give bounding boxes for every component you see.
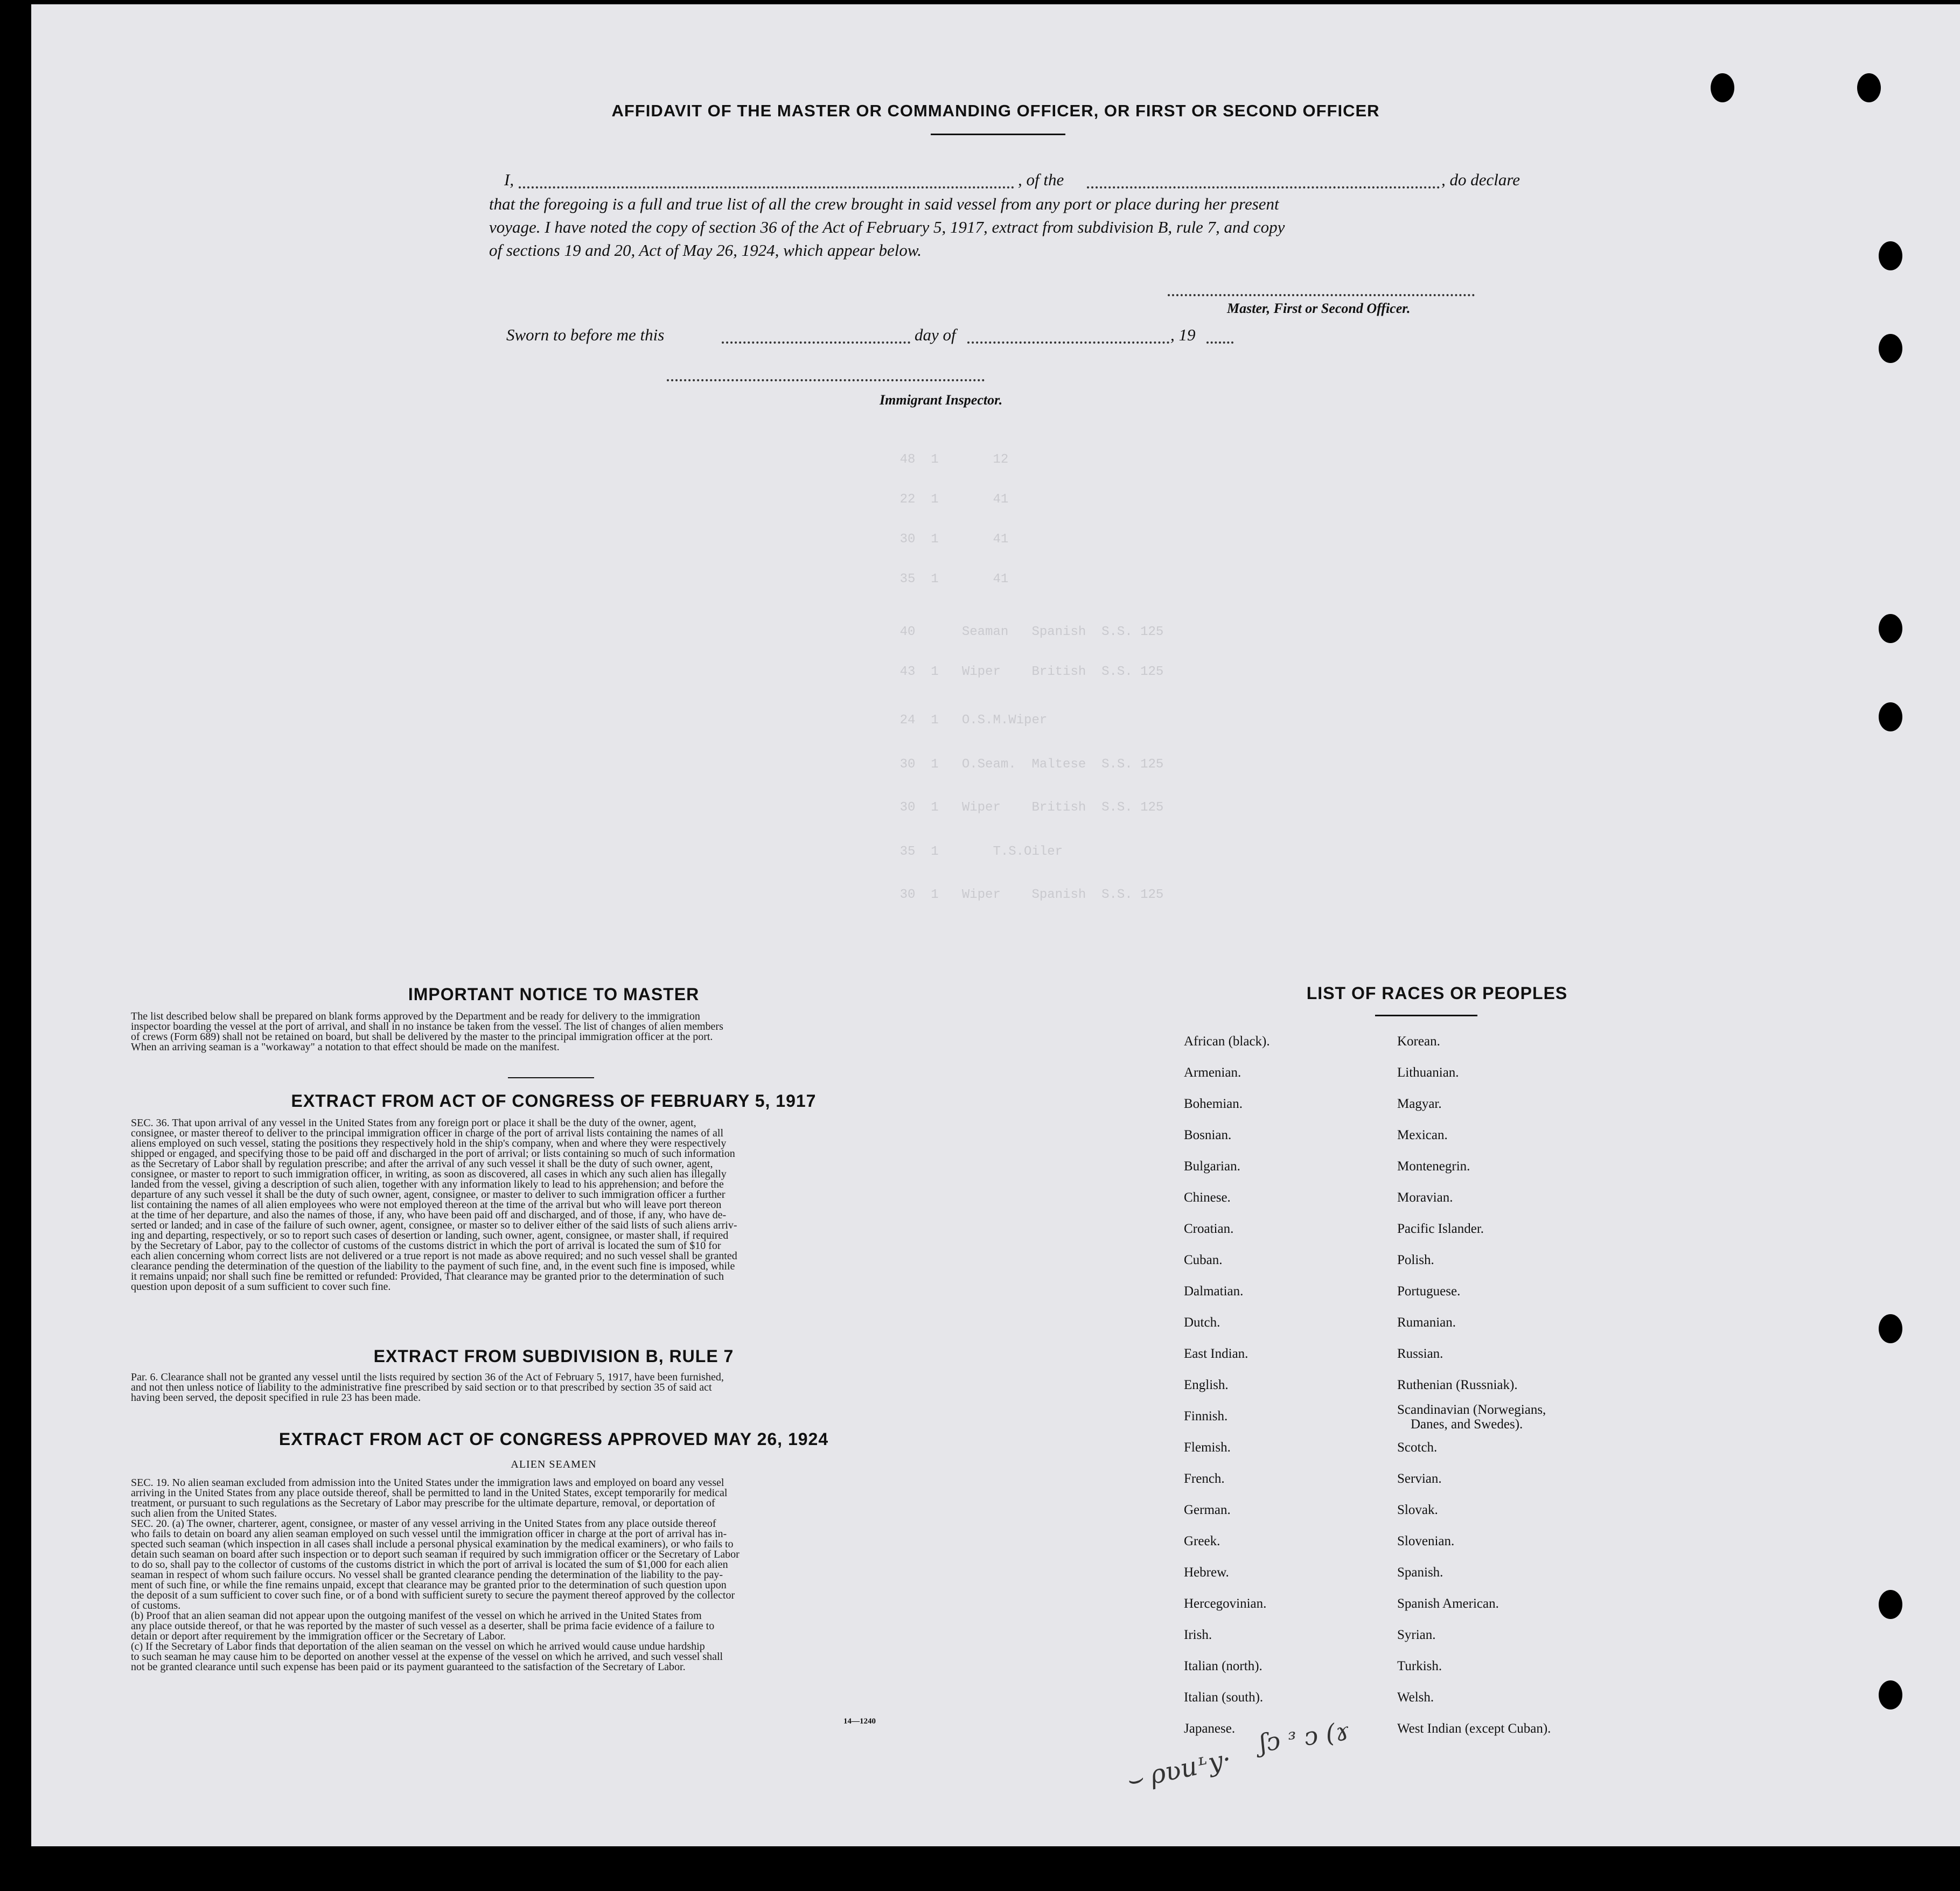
extract-1924-line: detain or deport after requirement by the immigration officer or the Secretary of Labor. (131, 1630, 506, 1642)
race-item: French. (1184, 1471, 1225, 1486)
race-item: West Indian (except Cuban). (1397, 1721, 1551, 1736)
binder-hole (1879, 1590, 1902, 1619)
of-the-label: , of the (1018, 170, 1064, 189)
day-of-label: day of (915, 325, 956, 344)
race-item: Hercegovinian. (1184, 1596, 1267, 1611)
race-item: Finnish. (1184, 1409, 1228, 1424)
handwritten-scribble: ⌣ ρʋuᶫy· (1122, 1743, 1234, 1796)
notice-line: inspector boarding the vessel at the port of arrival, and shall in no instance be taken from the vessel. The list of changes of alien members (131, 1021, 723, 1032)
form-number: 14—1240 (843, 1717, 876, 1726)
race-item: Italian (south). (1184, 1690, 1264, 1705)
extract-1917-line: as the Secretary of Labor shall by regulation prescribe; and after the arrival of any such vessel it shall be the duty of such owner, agent, (131, 1158, 713, 1170)
extract-rule7-line: and not then unless notice of liability to the administrative fine prescribed by said section or to that prescribed by section 35 of said act (131, 1381, 712, 1393)
affidavit-i-label: I, (504, 170, 514, 189)
inspector-caption: Immigrant Inspector. (880, 392, 1003, 408)
extract-1917-line: consignee, or master thereof to deliver to the principal immigration officer in charge of the port of arrival lists containing the names of all (131, 1127, 724, 1139)
extract-1924-line: treatment, or pursuant to such regulations as the Secretary of Labor may prescribe for the ultimate departure, removal, or deportation of (131, 1497, 715, 1509)
extract-rule7-line: having been served, the deposit specified in rule 23 has been made. (131, 1392, 421, 1404)
extract-1917-line: it remains unpaid; nor shall such fine be remitted or refunded: Provided, That clearance may be granted prior to the determination of such (131, 1271, 724, 1282)
extract-1917-line: aliens employed on such vessel, stating the positions they respectively hold in the ship's company, when and where they were respectively (131, 1138, 727, 1149)
extract-rule7-title: EXTRACT FROM SUBDIVISION B, RULE 7 (373, 1346, 734, 1366)
race-item: Ruthenian (Russniak). (1397, 1378, 1518, 1392)
race-item: Slovak. (1397, 1503, 1438, 1517)
extract-1924-line: detain such seaman on board after such inspection or to deport such seaman if required by such immigration officer or the Secretary of Labor (131, 1548, 740, 1560)
bleed-through-row: 48 1 12 (869, 452, 1009, 467)
sworn-year-blank[interactable] (1206, 341, 1233, 344)
races-title: LIST OF RACES OR PEOPLES (1306, 983, 1568, 1003)
race-item: Pacific Islander. (1397, 1222, 1484, 1236)
bleed-through-row: 30 1 41 (869, 532, 1009, 547)
extract-1917-line: departure of any such vessel it shall be the duty of such owner, agent, consignee, or master to deliver to such immigration officer a further (131, 1189, 726, 1201)
extract-rule7-line: Par. 6. Clearance shall not be granted any vessel until the lists required by section 36 of the Act of February 5, 1917, have been furnished, (131, 1371, 724, 1383)
handwritten-scribble: ʃↄ ᵌ ↄ (ɤ (1258, 1716, 1351, 1758)
extract-1924-line: of customs. (131, 1600, 181, 1611)
alien-seamen-subtitle: ALIEN SEAMEN (511, 1459, 597, 1470)
signature-caption: Master, First or Second Officer. (1227, 301, 1411, 316)
race-item: Mexican. (1397, 1128, 1448, 1142)
bleed-through-row: 35 1 41 (869, 572, 1009, 587)
extract-1917-line: consignee, or master to report to such immigration officer, in writing, as soon as discovered, all cases in which any such alien has illegally (131, 1168, 727, 1180)
extract-1924-line: to such seaman he may cause him to be deported on another vessel at the expense of the vessel on which he arrived, and such vessel shall (131, 1651, 723, 1663)
declaration-line: voyage. I have noted the copy of section 36 of the Act of February 5, 1917, extract from subdivision B, rule 7, and copy (489, 218, 1285, 236)
race-item: Portuguese. (1397, 1284, 1461, 1299)
race-item: Bohemian. (1184, 1097, 1243, 1111)
binder-hole (1879, 1680, 1902, 1709)
bleed-through-row: 22 1 41 (869, 492, 1009, 507)
race-item: Scandinavian (Norwegians, Danes, and Swedes). (1397, 1402, 1546, 1432)
extract-1924-line: any place outside thereof, or that he was reported by the master of such vessel as a deserter, shall be prima facie evidence of a failure to (131, 1620, 715, 1632)
race-item: African (black). (1184, 1034, 1270, 1049)
extract-1924-line: to do so, shall pay to the collector of customs of the customs district in which the port of arrival is located the sum of $1,000 for each alien (131, 1559, 728, 1571)
binder-hole (1857, 73, 1881, 102)
race-item: Chinese. (1184, 1190, 1231, 1205)
race-item: Welsh. (1397, 1690, 1434, 1705)
race-item: English. (1184, 1378, 1229, 1392)
extract-1924-line: seaman in respect of whom such failure occurs. No vessel shall be granted clearance pending the determination of the liability to the pay- (131, 1569, 723, 1581)
race-item: Moravian. (1397, 1190, 1453, 1205)
bleed-through-row: 30 1 O.Seam. Maltese S.S. 125 (869, 757, 1164, 772)
bleed-through-row: 35 1 T.S.Oiler (869, 845, 1063, 859)
race-item: Turkish. (1397, 1659, 1442, 1673)
extract-1917-line: ing and departing, respectively, or so to report such cases of desertion or landing, such owner, agent, consignee, or master shall, if required (131, 1230, 729, 1241)
race-item: Spanish American. (1397, 1596, 1499, 1611)
extract-1924-line: arriving in the United States from any place outside thereof, shall be permitted to land in the United States, except temporarily for medical (131, 1487, 728, 1499)
bleed-through-row: 30 1 Wiper British S.S. 125 (869, 800, 1164, 815)
race-item: Flemish. (1184, 1440, 1231, 1455)
race-item: Dutch. (1184, 1315, 1220, 1330)
race-item: Lithuanian. (1397, 1065, 1459, 1080)
extract-1924-line: SEC. 20. (a) The owner, charterer, agent, consignee, or master of any vessel arriving in the United States from any place outside thereof (131, 1518, 716, 1530)
section-divider (508, 1077, 594, 1078)
race-item: Korean. (1397, 1034, 1440, 1049)
do-declare-label: , do declare (1441, 170, 1520, 189)
extract-1917-line: clearance pending the determination of the question of the liability to the payment of such fine, and, in the event such fine is imposed, while (131, 1260, 735, 1272)
declaration-line: of sections 19 and 20, Act of May 26, 1924, which appear below. (489, 241, 922, 260)
extract-1917-line: landed from the vessel, giving a description of such alien, together with any information likely to lead to his apprehension; and before the (131, 1178, 724, 1190)
race-item: Montenegrin. (1397, 1159, 1470, 1174)
affidavit-title: AFFIDAVIT OF THE MASTER OR COMMANDING OFFICER, OR FIRST OR SECOND OFFICER (611, 101, 1380, 120)
title-underline (931, 134, 1065, 135)
race-item: Japanese. (1184, 1721, 1236, 1736)
extract-1924-line: (c) If the Secretary of Labor finds that deportation of the alien seaman on the vessel on which he arrived would cause undue hardship (131, 1641, 705, 1652)
extract-1924-line: ment of such fine, or while the fine remains unpaid, except that clearance may be granted prior to the determination of such question upon (131, 1579, 727, 1591)
vessel-name-blank[interactable] (1087, 186, 1440, 189)
race-item: Bulgarian. (1184, 1159, 1240, 1174)
binder-hole (1879, 702, 1902, 731)
extract-1917-line: by the Secretary of Labor, pay to the collector of customs of the customs district in which the port of arrival is located the sum of $10 for (131, 1240, 721, 1252)
race-item: Armenian. (1184, 1065, 1241, 1080)
notice-line: The list described below shall be prepared on blank forms approved by the Department and be ready for delivery to the immigration (131, 1010, 700, 1022)
bleed-through-row: 43 1 Wiper British S.S. 125 (869, 665, 1164, 679)
bleed-through-row: 24 1 O.S.M.Wiper (869, 713, 1048, 728)
extract-1924-line: SEC. 19. No alien seaman excluded from admission into the United States under the immigration laws and employed on board any vessel (131, 1477, 724, 1489)
master-name-blank[interactable] (519, 186, 1014, 189)
race-item: Rumanian. (1397, 1315, 1456, 1330)
document-page (31, 4, 1960, 1846)
extract-1917-line: question upon deposit of a sum sufficient to cover such fine. (131, 1281, 391, 1293)
declaration-line: that the foregoing is a full and true list of all the crew brought in said vessel from any port or place during her present (489, 194, 1279, 213)
race-item: Servian. (1397, 1471, 1442, 1486)
extract-1917-line: shipped or engaged, and specifying those to be paid off and discharged in the port of arrival; or lists containing so much of such information (131, 1148, 735, 1160)
notice-line: of crews (Form 689) shall not be retained on board, but shall be delivered by the master to the principal immigration officer at the port. (131, 1031, 713, 1043)
binder-hole (1879, 614, 1902, 643)
notice-title: IMPORTANT NOTICE TO MASTER (408, 985, 700, 1004)
race-item: Croatian. (1184, 1222, 1234, 1236)
binder-hole (1879, 334, 1902, 363)
race-item: Slovenian. (1397, 1534, 1455, 1548)
races-title-underline (1375, 1015, 1477, 1016)
race-item: Dalmatian. (1184, 1284, 1244, 1299)
bleed-through-row: 40 Seaman Spanish S.S. 125 (869, 625, 1164, 639)
extract-1917-line: serted or landed; and in case of the failure of such owner, agent, consignee, or master so to deliver either of the said lists of such aliens arriv- (131, 1219, 737, 1231)
race-item: Greek. (1184, 1534, 1220, 1548)
race-item: Bosnian. (1184, 1128, 1232, 1142)
extract-1917-line: each alien concerning whom correct lists are not delivered or a true report is not made as above required; and no such vessel shall be granted (131, 1250, 737, 1262)
race-item: Polish. (1397, 1253, 1434, 1267)
extract-1917-title: EXTRACT FROM ACT OF CONGRESS OF FEBRUARY 5, 1917 (291, 1091, 817, 1111)
bleed-through-row: 30 1 Wiper Spanish S.S. 125 (869, 888, 1164, 902)
sworn-label: Sworn to before me this (506, 325, 665, 344)
extract-1917-line: list containing the names of all alien employees who were not employed thereon at the time of the arrival but who will leave port thereon (131, 1199, 722, 1211)
binder-hole (1711, 73, 1734, 102)
race-item: Syrian. (1397, 1628, 1436, 1642)
extract-1917-line: at the time of her departure, and also the names of those, if any, who have been paid off and discharged, and of those, if any, who have de- (131, 1209, 727, 1221)
race-item: Irish. (1184, 1628, 1212, 1642)
race-item: Spanish. (1397, 1565, 1443, 1580)
race-item: Hebrew. (1184, 1565, 1229, 1580)
race-item: German. (1184, 1503, 1231, 1517)
extract-1924-line: who fails to detain on board any alien seaman employed on such vessel until the immigration officer in charge at the port of arrival has in- (131, 1528, 727, 1540)
extract-1917-line: SEC. 36. That upon arrival of any vessel in the United States from any foreign port or place it shall be the duty of the owner, agent, (131, 1117, 696, 1129)
race-item: Italian (north). (1184, 1659, 1263, 1673)
binder-hole (1879, 241, 1902, 270)
race-item: Russian. (1397, 1346, 1443, 1361)
race-item: East Indian. (1184, 1346, 1248, 1361)
extract-1924-line: not be granted clearance until such expense has been paid or its payment guaranteed to the satisfaction of the Secretary of Labor. (131, 1661, 686, 1673)
race-item: Magyar. (1397, 1097, 1442, 1111)
inspector-signature-blank[interactable] (667, 379, 985, 381)
extract-1924-title: EXTRACT FROM ACT OF CONGRESS APPROVED MAY 26, 1924 (278, 1429, 829, 1449)
binder-hole (1879, 1314, 1902, 1343)
year-label: , 19 (1170, 325, 1196, 344)
extract-1924-line: the deposit of a sum sufficient to cover such fine, or of a bond with sufficient surety to secure the payment thereof approved by the collector (131, 1589, 735, 1601)
notice-line: When an arriving seaman is a "workaway" a notation to that effect should be made on the manifest. (131, 1041, 560, 1053)
extract-1924-line: (b) Proof that an alien seaman did not appear upon the outgoing manifest of the vessel on which he arrived in the United States from (131, 1610, 702, 1622)
extract-1924-line: spected such seaman (which inspection in all cases shall include a personal physical examination by the medical examiners), or who fails to (131, 1538, 734, 1550)
race-item: Cuban. (1184, 1253, 1223, 1267)
sworn-day-blank[interactable] (722, 341, 910, 344)
extract-1924-line: such alien from the United States. (131, 1508, 277, 1519)
sworn-month-blank[interactable] (967, 341, 1169, 344)
signature-blank[interactable] (1168, 294, 1475, 296)
race-item: Scotch. (1397, 1440, 1438, 1455)
